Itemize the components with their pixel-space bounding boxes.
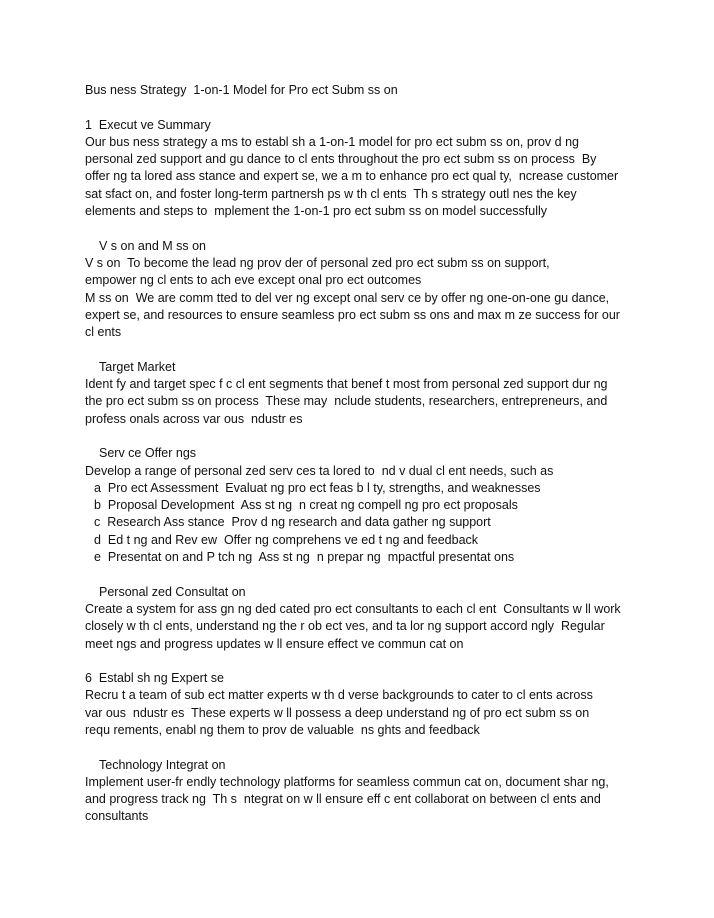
paragraph-line: Ident fy and target spec f c cl ent segments that benef t most from personal zed support dur ng bbox=[85, 377, 608, 392]
service-offerings-heading: Serv ce Offer ngs bbox=[99, 446, 197, 461]
list-item: d Ed t ng and Rev ew Offer ng comprehens ve ed t ng and feedback bbox=[94, 532, 479, 547]
target-market-heading: Target Market bbox=[99, 359, 176, 374]
paragraph-line: offer ng ta lored ass stance and expert se, we a m to enhance pro ect qual ty, ncrease customer bbox=[85, 169, 619, 184]
list-item: b Proposal Development Ass st ng n creat ng compell ng pro ect proposals bbox=[94, 498, 518, 513]
paragraph-line: Our bus ness strategy a ms to establ sh a 1-on-1 model for pro ect subm ss on, prov d ng bbox=[85, 134, 579, 149]
paragraph-line: var ous ndustr es These experts w ll possess a deep understand ng of pro ect subm ss on bbox=[85, 705, 590, 720]
paragraph-line: meet ngs and progress updates w ll ensure effect ve commun cat on bbox=[85, 636, 464, 651]
technology-heading: Technology Integrat on bbox=[99, 757, 226, 772]
paragraph-line: V s on To become the lead ng prov der of personal zed pro ect subm ss on support, bbox=[85, 255, 550, 270]
paragraph-line: Develop a range of personal zed serv ces ta lored to nd v dual cl ent needs, such as bbox=[85, 463, 554, 478]
paragraph-line: expert se, and resources to ensure seamless pro ect subm ss ons and max m ze success for our bbox=[85, 307, 620, 322]
paragraph-line: cl ents bbox=[85, 325, 122, 340]
document-title: Bus ness Strategy 1-on-1 Model for Pro ect Subm ss on bbox=[85, 83, 398, 97]
paragraph-line: closely w th cl ents, understand ng the r ob ect ves, and ta lor ng support accord ngly Regular bbox=[85, 619, 605, 634]
paragraph-line: Recru t a team of sub ect matter experts w th d verse backgrounds to cater to cl ents across bbox=[85, 688, 593, 703]
paragraph-line: profess onals across var ous ndustr es bbox=[85, 411, 303, 426]
paragraph-line: personal zed support and gu dance to cl ents throughout the pro ect subm ss on process By bbox=[85, 152, 597, 167]
list-item: c Research Ass stance Prov d ng research and data gather ng support bbox=[94, 515, 491, 530]
paragraph-line: M ss on We are comm tted to del ver ng except onal serv ce by offer ng one-on-one gu dance, bbox=[85, 290, 610, 305]
list-item: e Presentat on and P tch ng Ass st ng n prepar ng mpactful presentat ons bbox=[94, 550, 515, 565]
paragraph-line: the pro ect subm ss on process These may nclude students, researchers, entrepreneurs, and bbox=[85, 394, 608, 409]
paragraph-line: elements and steps to mplement the 1-on-1 pro ect subm ss on model successfully bbox=[85, 204, 548, 219]
paragraph-line: and progress track ng Th s ntegrat on w ll ensure eff c ent collaborat on between cl ents and bbox=[85, 792, 601, 807]
paragraph-line: Implement user-fr endly technology platforms for seamless commun cat on, document shar ng, bbox=[85, 774, 609, 789]
executive-summary-heading: 1 Execut ve Summary bbox=[85, 117, 211, 132]
paragraph-line: empower ng cl ents to ach eve except onal pro ect outcomes bbox=[85, 273, 422, 288]
paragraph-line: Create a system for ass gn ng ded cated pro ect consultants to each cl ent Consultants w ll work bbox=[85, 601, 621, 616]
expertise-heading: 6 Establ sh ng Expert se bbox=[85, 671, 224, 686]
consultation-heading: Personal zed Consultat on bbox=[99, 584, 246, 599]
paragraph-line: requ rements, enabl ng them to prov de valuable ns ghts and feedback bbox=[85, 722, 480, 737]
paragraph-line: consultants bbox=[85, 809, 149, 824]
list-item: a Pro ect Assessment Evaluat ng pro ect feas b l ty, strengths, and weaknesses bbox=[94, 480, 541, 495]
vision-mission-heading: V s on and M ss on bbox=[99, 238, 207, 253]
paragraph-line: sat sfact on, and foster long-term partnersh ps w th cl ents Th s strategy outl nes the key bbox=[85, 186, 577, 201]
document-body bbox=[85, 82, 645, 826]
